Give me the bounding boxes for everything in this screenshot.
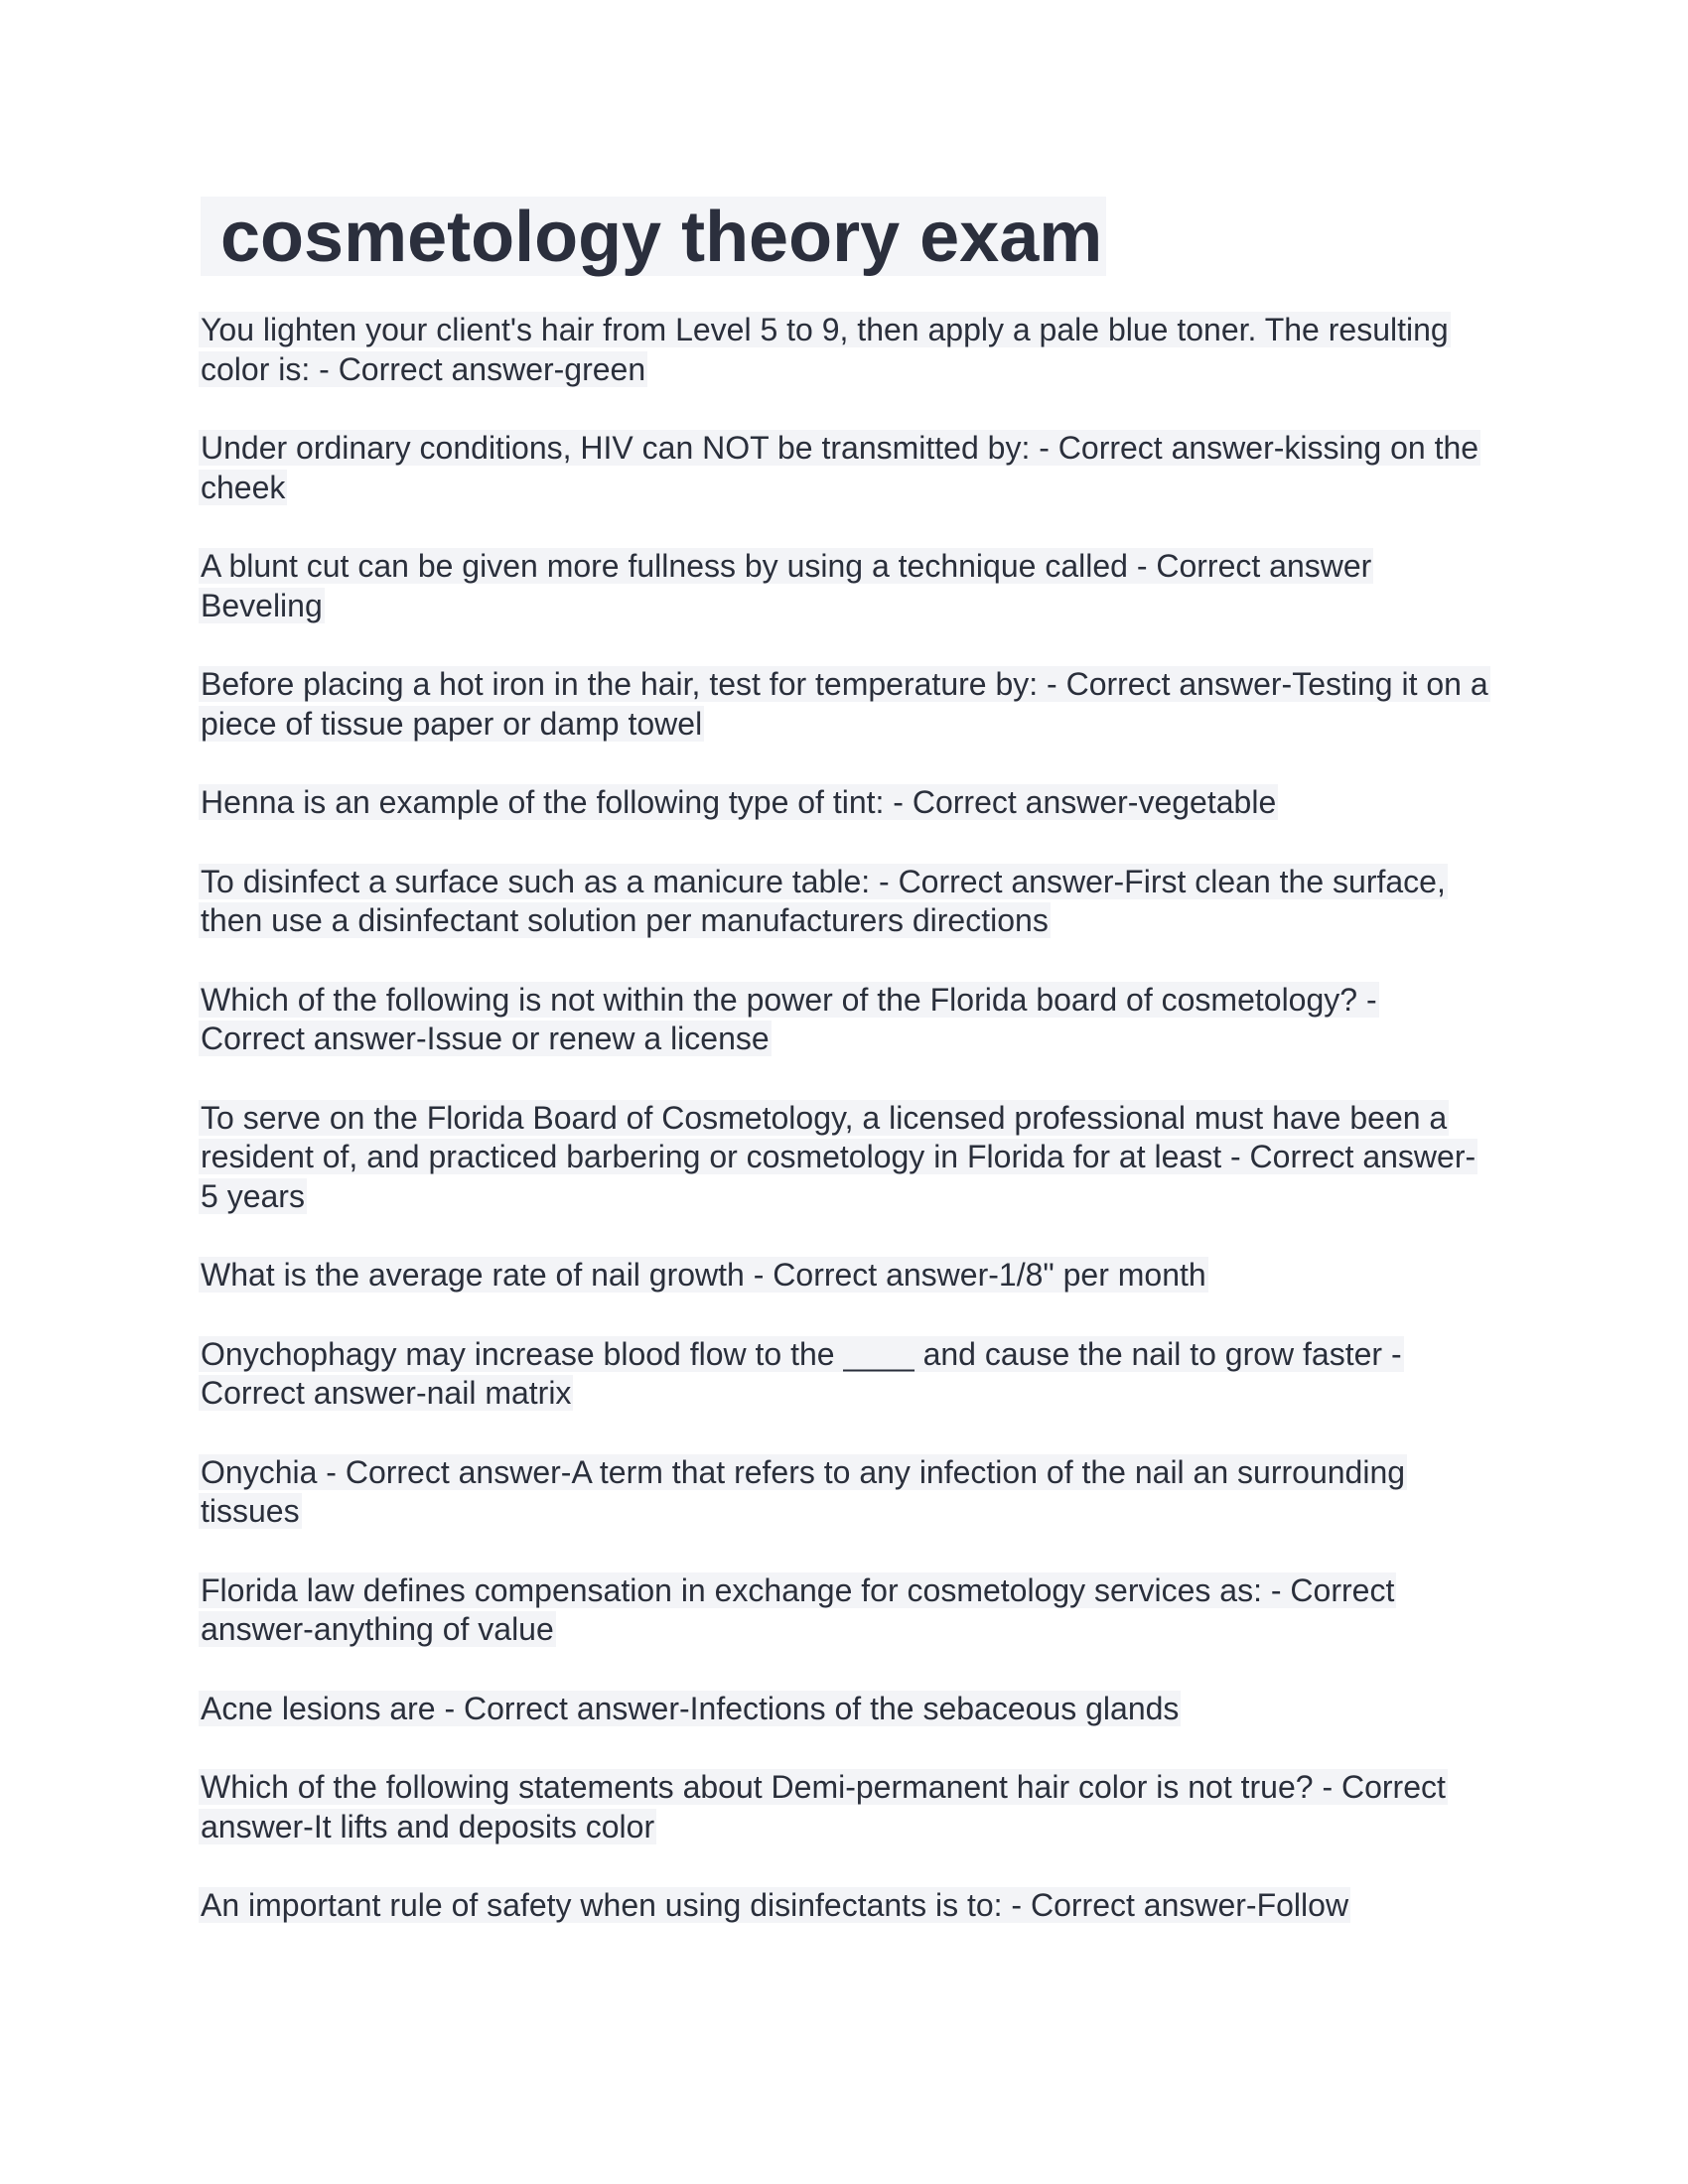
qa-item [199,1335,1489,1414]
qa-item [199,1571,1489,1650]
qa-item [199,547,1489,625]
qa-item [199,783,1489,823]
qa-text: To disinfect a surface such as a manicure table: - Correct answer-First clean the surface, then use a disinfectant solution per manufacturers directions [201,863,1446,938]
qa-item [199,1886,1489,1926]
qa-item [199,311,1489,389]
qa-text: Before placing a hot iron in the hair, test for temperature by: - Correct answer-Testing it on a piece of tissue paper or damp towel [201,666,1488,742]
qa-text: Henna is an example of the following type of tint: - Correct answer-vegetable [201,784,1277,820]
question-answer-list [199,311,1489,1966]
qa-text: What is the average rate of nail growth - Correct answer-1/8" per month [201,1257,1206,1293]
qa-text: An important rule of safety when using disinfectants is to: - Correct answer-Follow [201,1887,1349,1923]
qa-item [199,1768,1489,1846]
qa-text: Under ordinary conditions, HIV can NOT be transmitted by: - Correct answer-kissing on the cheek [201,430,1479,505]
qa-text: Which of the following statements about Demi-permanent hair color is not true? - Correct answer-It lifts and deposits color [201,1769,1446,1844]
qa-text: Acne lesions are - Correct answer-Infections of the sebaceous glands [201,1690,1180,1726]
document-title: cosmetology theory exam [201,197,1106,276]
qa-item [199,863,1489,941]
qa-text: Which of the following is not within the power of the Florida board of cosmetology? - Correct answer-Issue or renew a license [201,981,1377,1056]
qa-text: Onychophagy may increase blood flow to the ____ and cause the nail to grow faster - Correct answer-nail matrix [201,1335,1402,1411]
qa-text: A blunt cut can be given more fullness by using a technique called - Correct answer Beveling [201,548,1372,623]
qa-item [199,1690,1489,1729]
qa-item [199,1453,1489,1532]
qa-item [199,429,1489,507]
qa-text: Onychia - Correct answer-A term that refers to any infection of the nail an surrounding tissues [201,1453,1406,1529]
qa-text: To serve on the Florida Board of Cosmetology, a licensed professional must have been a resident of, and practiced barbering or cosmetology in Florida for at least - Correct answer-5 years [201,1099,1477,1214]
qa-item [199,665,1489,744]
qa-text: You lighten your client's hair from Level 5 to 9, then apply a pale blue toner. The resulting color is: - Correct answer-green [201,312,1449,387]
qa-item [199,981,1489,1059]
qa-item [199,1099,1489,1217]
qa-item [199,1256,1489,1296]
qa-text: Florida law defines compensation in exchange for cosmetology services as: - Correct answer-anything of value [201,1571,1395,1647]
